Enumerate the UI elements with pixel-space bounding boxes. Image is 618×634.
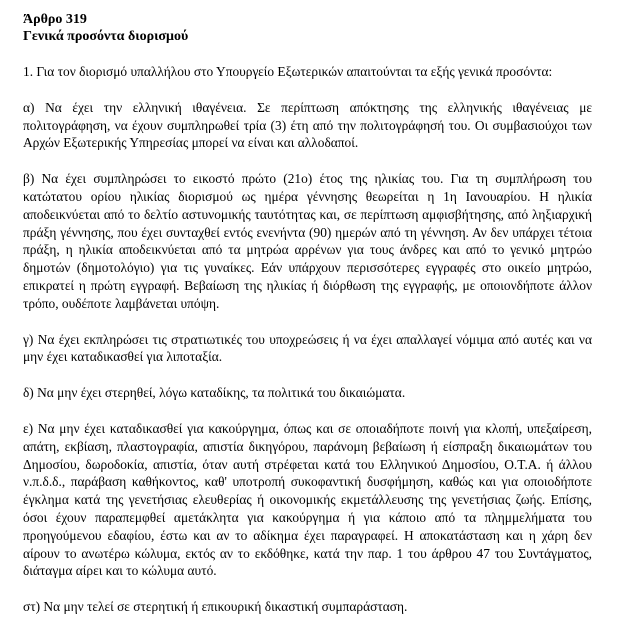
article-number: Άρθρο 319 — [23, 12, 87, 27]
paragraph-a: α) Να έχει την ελληνική ιθαγένεια. Σε περίπτωση απόκτησης της ελληνικής ιθαγένειας με πολιτογράφηση, να έχουν συμπληρωθεί τρία (3) έτη από την πολιτογράφησή του. Οι συμβασιούχοι των Αρχών Εξωτερικής Υπηρεσίας μπορεί να είναι και αλλοδαποί. — [23, 99, 592, 151]
article-heading: Γενικά προσόντα διορισμού — [23, 29, 189, 44]
paragraph-d: δ) Να μην έχει στερηθεί, λόγω καταδίκης, τα πολιτικά του δικαιώματα. — [23, 385, 406, 401]
paragraph-c: γ) Να έχει εκπληρώσει τις στρατιωτικές του υποχρεώσεις ή να έχει απαλλαγεί νόμιμα από αυτές και να μην έχει καταδικασθεί για λιποταξία. — [23, 331, 592, 365]
paragraph-b: β) Να έχει συμπληρώσει το εικοστό πρώτο (21ο) έτος της ηλικίας του. Για τη συμπλήρωση του κατώτατου ορίου ηλικίας διορισμού ως ημέρα γέννησης θεωρείται η 1η Ιανουαρίου. Η ηλικία αποδεικνύεται από το δελτίο αστυνομικής ταυτότητας και, σε περίπτωση αμφισβήτησης, από ληξιαρχική πράξη γέννησης, που έχει συνταχθεί εντός ενενήντα (90) ημερών από τη γέννηση. Αν δεν υπάρχει τέτοια πράξη, η ηλικία αποδεικνύεται από τα μητρώα αρρένων για τους άνδρες και από το γενικό μητρώο δημοτών (δημοτολόγιο) για τις γυναίκες. Εάν υπάρχουν περισσότερες εγγραφές στο οικείο μητρώο, επικρατεί η πρώτη εγγραφή. Βεβαίωση της ηλικίας ή διόρθωση της εγγραφής, με οποιονδήποτε άλλον τρόπο, ουδέποτε λαμβάνεται υπόψη. — [23, 171, 592, 311]
paragraph-e: ε) Να μην έχει καταδικασθεί για κακούργημα, όπως και σε οποιαδήποτε ποινή για κλοπή, υπεξαίρεση, απάτη, εκβίαση, πλαστογραφία, απιστία δικηγόρου, παράνομη βεβαίωση ή είσπραξη δικαιωμάτων του Δημοσίου, δωροδοκία, απιστία, όταν αυτή στρέφεται κατά του Ελληνικού Δημοσίου, Ο.Τ.Α. ή άλλου ν.π.δ.δ., παράβαση καθήκοντος, καθ' υποτροπή συκοφαντική δυσφήμηση, καθώς και για οποιοδήποτε έγκλημα κατά της γενετήσιας ελευθερίας ή οικονομικής εκμετάλλευσης της γενετήσιας ζωής. Επίσης, όσοι έχουν παραπεμφθεί αμετάκλητα για κακούργημα ή για κάποιο από τα πλημμελήματα του προηγούμενου εδαφίου, έστω και αν το αδίκημα έχει παραγραφεί. Η αποκατάσταση και η χάρη δεν αίρουν το ανωτέρω κώλυμα, εκτός αν το εκδόθηκε, κατά την παρ. 1 του άρθρου 47 του Συντάγματος, διάταγμα αίρει και το κώλυμα αυτό. — [23, 420, 592, 579]
paragraph-st: στ) Να μην τελεί σε στερητική ή επικουρική δικαστική συμπαράσταση. — [23, 599, 408, 615]
paragraph-intro: 1. Για τον διορισμό υπαλλήλου στο Υπουργείο Εξωτερικών απαιτούνται τα εξής γενικά προσόντα: — [23, 64, 553, 79]
